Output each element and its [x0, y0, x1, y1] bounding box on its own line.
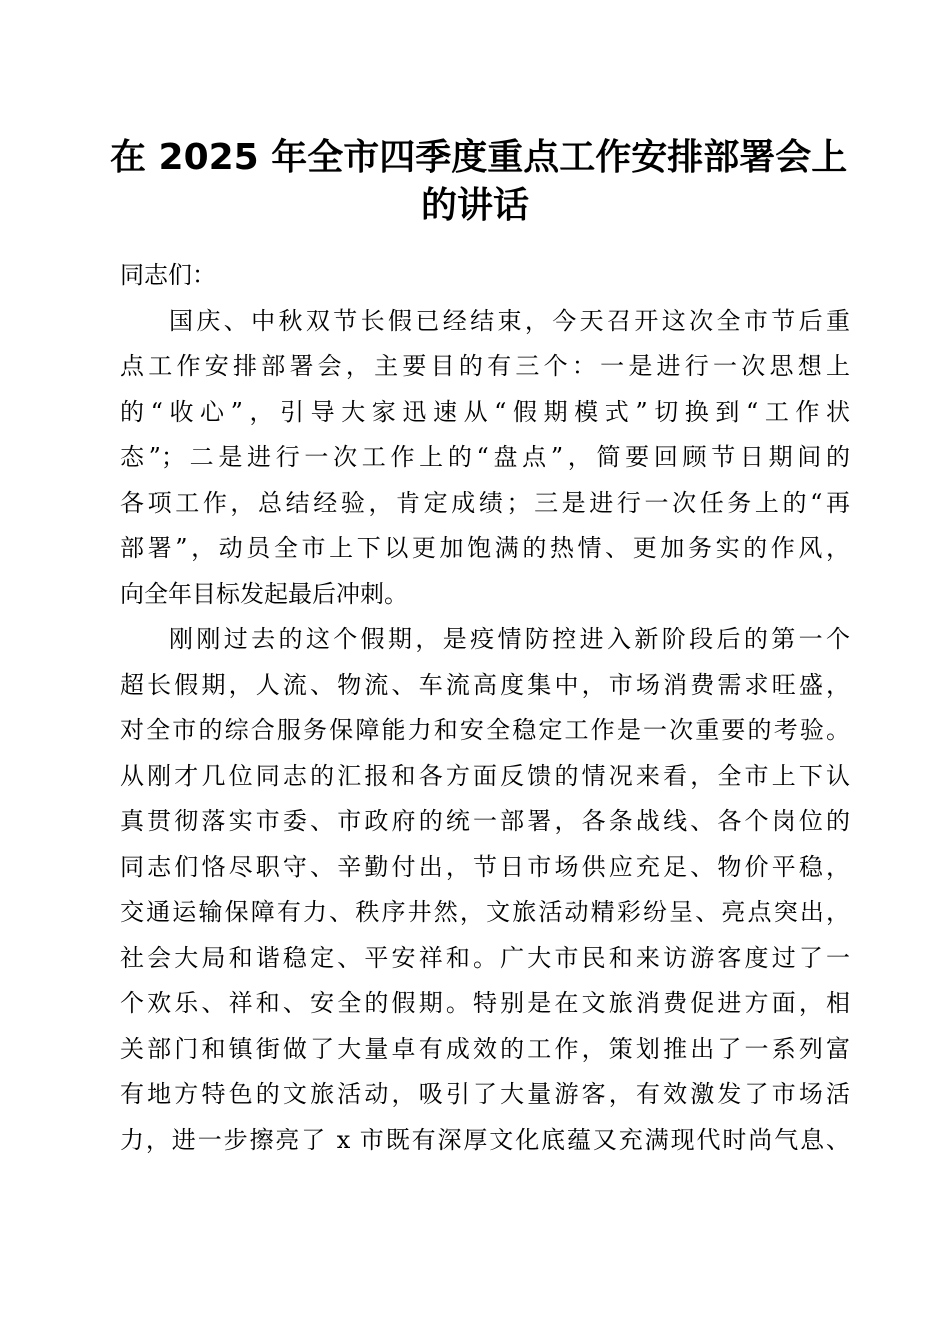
paragraph-1 [120, 299, 850, 618]
paragraph-line: 个欢乐、祥和、安全的假期。特别是在文旅消费促进方面，相 [120, 989, 850, 1017]
paragraph-line: 态”；二是进行一次工作上的“盘点”，简要回顾节日期间的 [120, 443, 850, 471]
document-body [120, 253, 850, 1163]
paragraph-line: 部署”，动员全市上下以更加饱满的热情、更加务实的作风， [120, 534, 850, 562]
paragraph-line: 社会大局和谐稳定、平安祥和。广大市民和来访游客度过了一 [120, 943, 850, 972]
paragraph-line: 从刚才几位同志的汇报和各方面反馈的情况来看，全市上下认 [120, 761, 850, 790]
paragraph-line: 超长假期，人流、物流、车流高度集中，市场消费需求旺盛， [120, 670, 850, 699]
paragraph-line: 真贯彻落实市委、市政府的统一部署，各条战线、各个岗位的 [120, 807, 850, 835]
paragraph-line: 各项工作，总结经验，肯定成绩；三是进行一次任务上的“再 [120, 488, 850, 517]
paragraph-line: 有地方特色的文旅活动，吸引了大量游客，有效激发了市场活 [120, 1080, 850, 1108]
paragraph-line: 关部门和镇街做了大量卓有成效的工作，策划推出了一系列富 [120, 1034, 850, 1063]
paragraph-line: 点工作安排部署会，主要目的有三个：一是进行一次思想上 [120, 352, 850, 380]
paragraph-line: 的“收心”，引导大家迅速从“假期模式”切换到“工作状 [120, 397, 850, 426]
paragraph-line: 刚刚过去的这个假期，是疫情防控进入新阶段后的第一个 [169, 625, 850, 653]
paragraph-2 [120, 617, 850, 1163]
salutation: 同志们： [120, 261, 216, 289]
title-line-1: 在 2025 年全市四季度重点工作安排部署会上 [110, 137, 848, 178]
paragraph-line: 国庆、中秋双节长假已经结束，今天召开这次全市节后重 [169, 306, 850, 335]
paragraph-line: 对全市的综合服务保障能力和安全稳定工作是一次重要的考验。 [120, 716, 850, 744]
paragraph-line: 交通运输保障有力、秩序井然，文旅活动精彩纷呈、亮点突出， [120, 898, 850, 926]
paragraph-line: 力，进一步擦亮了 x 市既有深厚文化底蕴又充满现代时尚气息、 [120, 1125, 850, 1154]
document-title [110, 134, 848, 230]
paragraph-line: 向全年目标发起最后冲刺。 [120, 579, 408, 608]
title-line-2: 的讲话 [420, 185, 529, 226]
paragraph-line: 同志们恪尽职守、辛勤付出，节日市场供应充足、物价平稳， [120, 852, 850, 881]
